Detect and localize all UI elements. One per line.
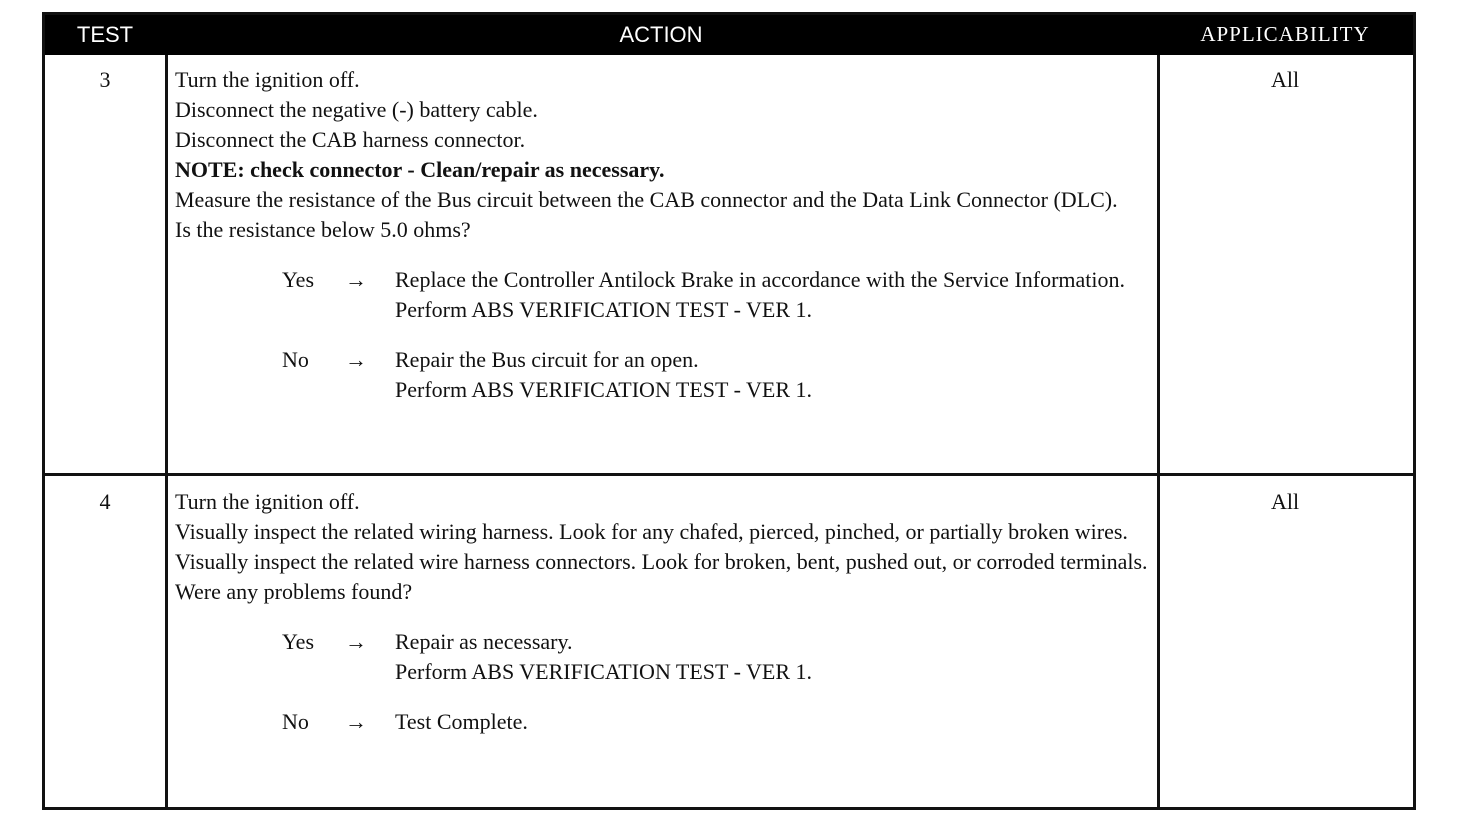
action-line: Disconnect the negative (-) battery cable. xyxy=(175,97,538,122)
no-label: No xyxy=(282,347,309,372)
arrow-icon: → xyxy=(345,267,367,292)
action-line: Visually inspect the related wire harness connectors. Look for broken, bent, pushed out, or corroded terminals. xyxy=(175,549,1148,574)
column-divider xyxy=(1157,55,1160,807)
no-label: No xyxy=(282,709,309,734)
applicability-value: All xyxy=(1270,67,1300,92)
yes-label: Yes xyxy=(282,267,315,292)
action-line: Measure the resistance of the Bus circuit between the CAB connector and the Data Link Connector (DLC). xyxy=(175,187,1118,212)
yes-label: Yes xyxy=(282,629,315,654)
note-line: NOTE: check connector - Clean/repair as necessary. xyxy=(175,157,665,182)
action-line: Turn the ignition off. xyxy=(175,489,360,514)
no-response xyxy=(175,707,1149,737)
action-cell xyxy=(175,487,1149,737)
arrow-icon: → xyxy=(345,629,367,654)
column-divider xyxy=(165,55,168,807)
applicability-value: All xyxy=(1270,489,1300,514)
question-line: Were any problems found? xyxy=(175,579,413,604)
no-response xyxy=(175,345,1149,405)
no-text: Perform ABS VERIFICATION TEST - VER 1. xyxy=(395,377,813,402)
yes-text: Repair as necessary. xyxy=(395,629,573,654)
yes-text: Perform ABS VERIFICATION TEST - VER 1. xyxy=(395,659,813,684)
yes-response xyxy=(175,627,1149,687)
yes-text: Replace the Controller Antilock Brake in accordance with the Service Information. xyxy=(395,267,1126,292)
no-text: Test Complete. xyxy=(395,709,528,734)
action-cell xyxy=(175,65,1149,405)
header-test: TEST xyxy=(76,22,134,47)
arrow-icon: → xyxy=(345,347,367,372)
table-header xyxy=(45,15,1413,55)
question-line: Is the resistance below 5.0 ohms? xyxy=(175,217,471,242)
test-number: 3 xyxy=(99,67,111,92)
action-line: Disconnect the CAB harness connector. xyxy=(175,127,526,152)
action-line: Turn the ignition off. xyxy=(175,67,360,92)
no-text: Repair the Bus circuit for an open. xyxy=(395,347,699,372)
action-line: Visually inspect the related wiring harness. Look for any chafed, pierced, pinched, or partially broken wires. xyxy=(175,519,1128,544)
yes-text: Perform ABS VERIFICATION TEST - VER 1. xyxy=(395,297,813,322)
arrow-icon: → xyxy=(345,709,367,734)
header-action: ACTION xyxy=(619,22,703,47)
header-applicability: APPLICABILITY xyxy=(1200,22,1370,46)
diagnostic-table xyxy=(42,12,1416,810)
row-divider xyxy=(45,473,1413,476)
yes-response xyxy=(175,265,1149,325)
test-number: 4 xyxy=(99,489,111,514)
